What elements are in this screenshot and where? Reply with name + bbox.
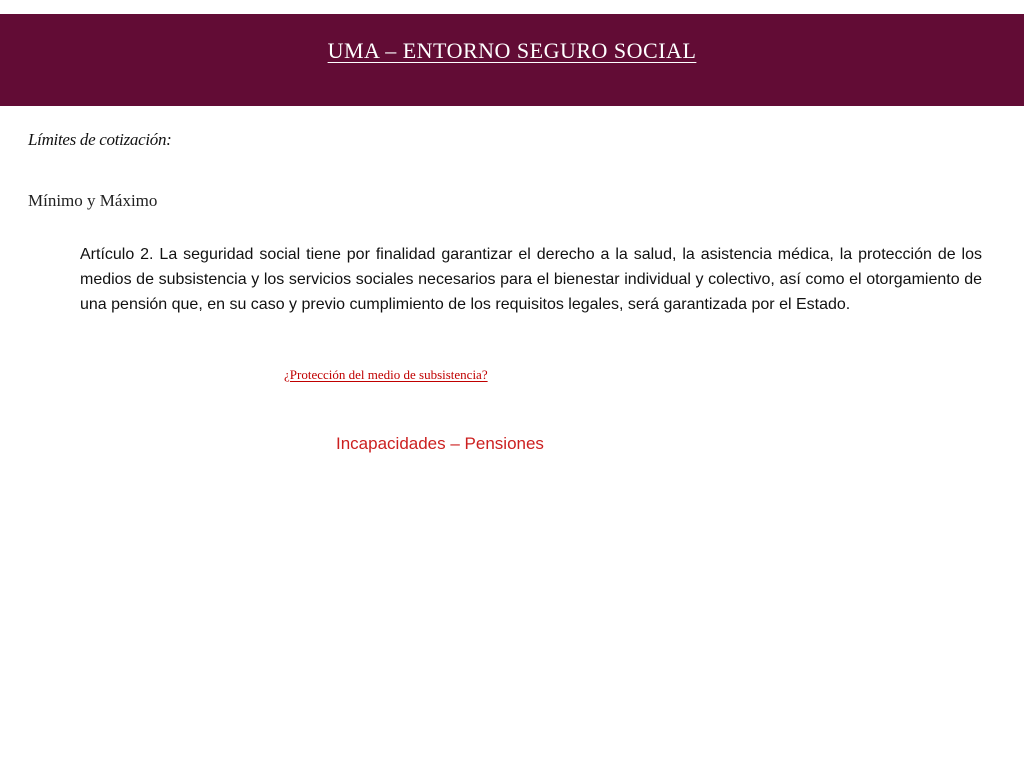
benefits-text: Incapacidades – Pensiones: [336, 434, 544, 453]
slide-title: UMA – ENTORNO SEGURO SOCIAL: [327, 38, 697, 63]
question-text: ¿Protección del medio de subsistencia?: [284, 367, 488, 382]
limits-heading: Límites de cotización:: [28, 130, 172, 149]
range-label: Mínimo y Máximo: [28, 191, 158, 210]
article-paragraph: Artículo 2. La seguridad social tiene por finalidad garantizar el derecho a la salud, la asistencia médica, la protección de los medios de subsistencia y los servicios sociales necesarios para el bienestar individual y colectivo, así como el otorgamiento de una pensión que, en su caso y previo cumplimiento de los requisitos legales, será garantizada por el Estado.: [80, 246, 982, 313]
